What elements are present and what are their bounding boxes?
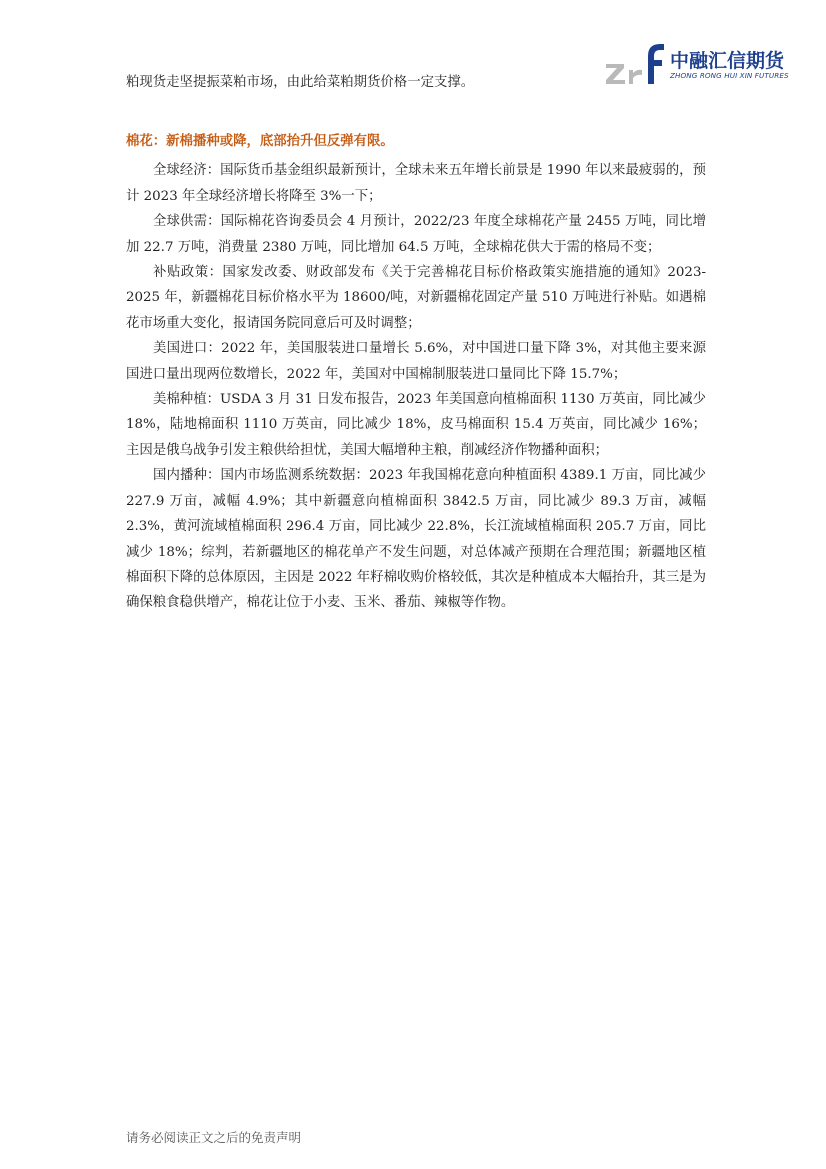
paragraph-us-imports: 美国进口：2022 年，美国服装进口量增长 5.6%，对中国进口量下降 3%，对其他主要来源国进口量出现两位数增长，2022 年，美国对中国棉制服装进口量同比下降 15.7%； — [126, 341, 706, 382]
footer-disclaimer: 请务必阅读正文之后的免责声明 — [126, 1130, 302, 1145]
paragraph-global-economy: 全球经济：国际货币基金组织最新预计，全球未来五年增长前景是 1990 年以来最疲弱的，预计 2023 年全球经济增长将降至 3%一下； — [126, 163, 706, 204]
paragraph-domestic-planting: 国内播种：国内市场监测系统数据：2023 年我国棉花意向种植面积 4389.1 万亩，同比减少 227.9 万亩，减幅 4.9%；其中新疆意向植棉面积 3842.5 万亩，同比减少 89.3 万亩，减幅 2.3%，黄河流域植棉面积 296.4 万亩，同比减少 22.8%，长江流域植棉面积 205.7 万亩，同比减少 18%；综判，若新疆地区的棉花单产不发生问题，对总体减产预期在合理范围；新疆地区植棉面积下降的总体原因，主因是 2022 年籽棉收购价格较低，其次是种植成本大幅抬升，其三是为确保粮食稳供增产，棉花让位于小麦、玉米、番茄、辣椒等作物。 — [126, 468, 706, 611]
document-body — [126, 70, 706, 616]
paragraph-global-supply-demand: 全球供需：国际棉花咨询委员会 4 月预计，2022/23 年度全球棉花产量 2455 万吨，同比增加 22.7 万吨，消费量 2380 万吨，同比增加 64.5 万吨，全球棉花供大于需的格局不变； — [126, 214, 706, 255]
intro-paragraph: 粕现货走坚提振菜粕市场，由此给菜粕期货价格一定支撑。 — [126, 75, 475, 90]
paragraph-us-cotton-planting: 美棉种植：USDA 3 月 31 日发布报告，2023 年美国意向植棉面积 1130 万英亩，同比减少 18%，陆地棉面积 1110 万英亩，同比减少 18%，皮马棉面积 15.4 万英亩，同比减少 16%；主因是俄乌战争引发主粮供给担忧，美国大幅增种主粮，削减经济作物播种面积； — [126, 392, 706, 458]
logo-english-text: ZHONG RONG HUI XIN FUTURES — [670, 71, 789, 80]
logo-chinese-text: 中融汇信期货 — [670, 50, 785, 72]
paragraph-subsidy-policy: 补贴政策：国家发改委、财政部发布《关于完善棉花目标价格政策实施措施的通知》2023-2025 年，新疆棉花目标价格水平为 18600/吨，对新疆棉花固定产量 510 万吨进行补贴。如遇棉花市场重大变化，报请国务院同意后可及时调整； — [126, 265, 706, 331]
section-heading: 棉花：新棉播种或降，底部抬升但反弹有限。 — [126, 134, 394, 150]
